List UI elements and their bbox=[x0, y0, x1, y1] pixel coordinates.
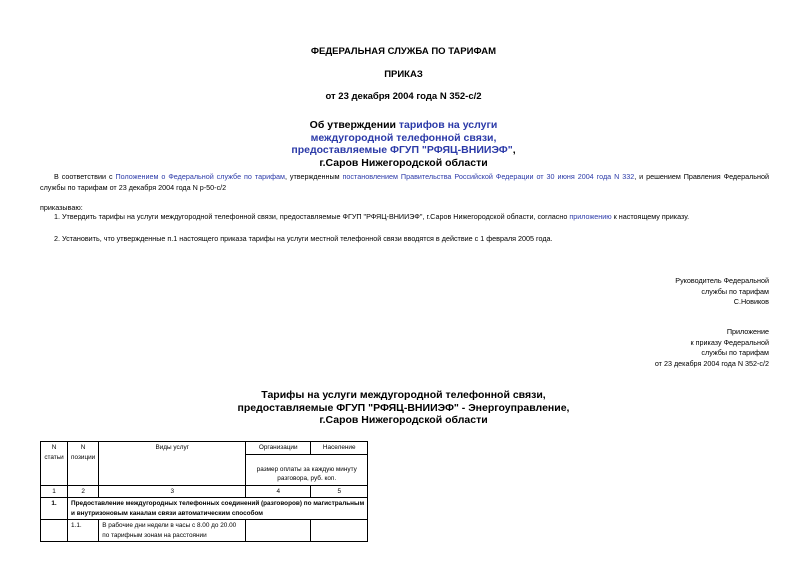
signature-line1: Руководитель Федеральной bbox=[675, 276, 769, 285]
table-row bbox=[41, 520, 368, 542]
appendix-line4: от 23 декабря 2004 года N 352-с/2 bbox=[654, 358, 769, 368]
table-title-line1: Тарифы на услуги междугородной телефонной связи, bbox=[261, 389, 546, 401]
title-line3: г.Саров Нижегородской области bbox=[319, 156, 488, 169]
row2-pop-empty bbox=[311, 520, 368, 542]
agency-name: ФЕДЕРАЛЬНАЯ СЛУЖБА ПО ТАРИФАМ bbox=[310, 46, 497, 57]
col-num-1: 1 bbox=[41, 485, 68, 498]
th-position: N позиции bbox=[68, 442, 99, 486]
row1-service: Предоставление междугородных телефонных соединений (разговоров) по магистральным и внутризоновым каналам связи автоматическим способом bbox=[68, 498, 368, 520]
order-item-1 bbox=[54, 212, 774, 223]
table-title-line3: г.Саров Нижегородской области bbox=[319, 414, 488, 426]
doc-type: ПРИКАЗ bbox=[384, 69, 423, 80]
row2-org-empty bbox=[246, 520, 311, 542]
government-decree-link[interactable]: постановлением Правительства Российской Федерации от 30 июня 2004 года N 332 bbox=[342, 172, 635, 181]
row2-service: В рабочие дни недели в часы с 8.00 до 20.00 по тарифным зонам на расстоянии bbox=[99, 520, 246, 542]
col-num-3: 3 bbox=[99, 485, 246, 498]
preamble-text-c: , и решением Правления Федеральной службы по тарифам от 23 декабря 2004 года N р-50-с/2 bbox=[40, 172, 770, 192]
signature-line2: службы по тарифам bbox=[701, 286, 769, 296]
th-org: Организации bbox=[246, 442, 311, 455]
tariff-table-title bbox=[0, 389, 807, 427]
th-unit: размер оплаты за каждую минуту разговора, руб. коп. bbox=[246, 454, 368, 485]
document-title: Об утверждении тарифов на услуги междугородной телефонной связи, предоставляемые ФГУП "РФЯЦ-ВНИИЭФ", г.Саров Нижегородской области bbox=[291, 119, 516, 169]
doc-date-number: от 23 декабря 2004 года N 352-с/2 bbox=[325, 91, 482, 102]
appendix-line2: к приказу Федеральной bbox=[690, 337, 769, 347]
preamble-text-b: , утвержденным bbox=[284, 172, 343, 181]
col-num-4: 4 bbox=[246, 485, 311, 498]
col-num-5: 5 bbox=[311, 485, 368, 498]
col-num-2: 2 bbox=[68, 485, 99, 498]
regulation-link[interactable]: Положением о Федеральной службе по тарифам bbox=[115, 172, 285, 181]
row1-article: 1. bbox=[41, 498, 68, 520]
signature-block bbox=[675, 276, 769, 308]
preamble-text-a: В соответствии с bbox=[54, 172, 116, 181]
table-row bbox=[41, 498, 368, 520]
title-link[interactable]: тарифов на услуги междугородной телефонной связи, предоставляемые ФГУП "РФЯЦ-ВНИИЭФ" bbox=[291, 119, 513, 156]
signature-name: С.Новиков bbox=[733, 297, 769, 306]
order-word: приказываю: bbox=[40, 203, 83, 212]
appendix-link[interactable]: приложению bbox=[569, 212, 612, 221]
appendix-line3: службы по тарифам bbox=[701, 348, 769, 357]
item1-text-a: 1. Утвердить тарифы на услуги междугородной телефонной связи, предоставляемые ФГУП "РФЯЦ-ВНИИЭФ", г.Саров Нижегородской области, согласно bbox=[54, 212, 570, 221]
appendix-line1: Приложение bbox=[726, 327, 769, 336]
row2-position: 1.1. bbox=[68, 520, 99, 542]
table-title-line2: предоставляемые ФГУП "РФЯЦ-ВНИИЭФ" - Энергоуправление, bbox=[237, 401, 570, 414]
tariff-table bbox=[40, 441, 368, 542]
preamble-paragraph bbox=[40, 172, 769, 193]
order-item-2: 2. Установить, что утвержденные п.1 настоящего приказа тарифы на услуги местной телефонной связи вводятся в действие с 1 февраля 2005 года. bbox=[54, 234, 553, 243]
th-article: N статьи bbox=[41, 442, 68, 486]
row2-article-empty bbox=[41, 520, 68, 542]
appendix-reference bbox=[655, 327, 769, 369]
item1-text-b: к настоящему приказу. bbox=[611, 212, 690, 221]
title-prefix: Об утверждении bbox=[309, 119, 399, 131]
th-service: Виды услуг bbox=[99, 442, 246, 486]
th-pop: Население bbox=[311, 442, 368, 455]
